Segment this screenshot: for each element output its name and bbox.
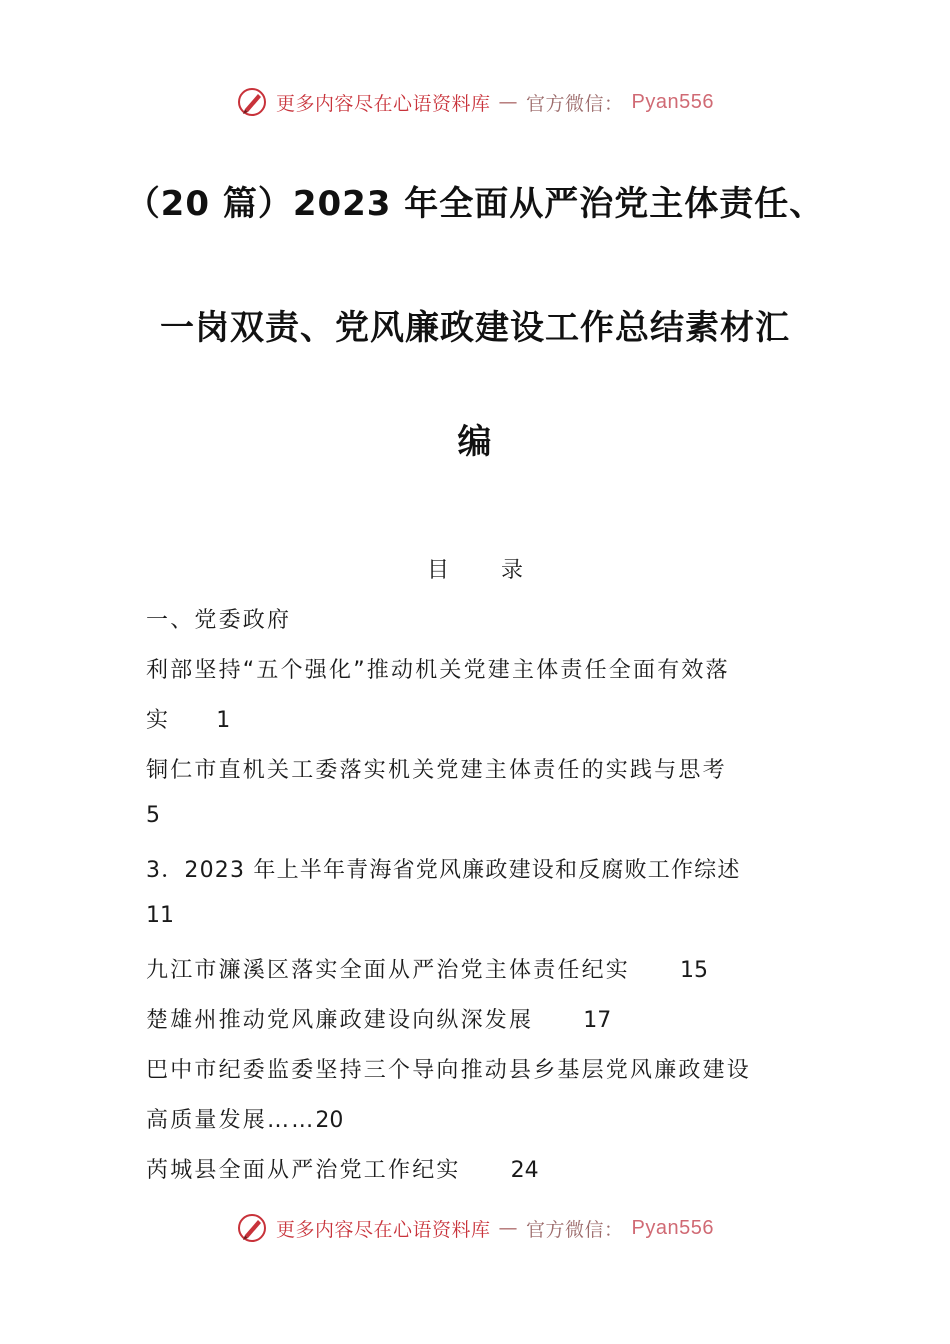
watermark-sub-text: 官方微信： bbox=[526, 1218, 624, 1241]
toc-entry-1-page: 1 bbox=[216, 708, 231, 733]
toc-entry-3-title[interactable]: 3．2023 年上半年青海省党风廉政建设和反腐败工作综述 bbox=[146, 858, 741, 883]
toc-entry-5-page: 17 bbox=[583, 1008, 612, 1033]
toc-entry-4[interactable] bbox=[146, 953, 708, 984]
watermark-wechat-id: Pyan556 bbox=[631, 1216, 714, 1239]
toc-entry-1-cont[interactable] bbox=[146, 703, 230, 734]
toc-entry-5-title: 楚雄州推动党风廉政建设向纵深发展 bbox=[146, 1008, 534, 1033]
toc-entry-6-title-cont: 高质量发展…… bbox=[146, 1108, 316, 1133]
toc-entry-2-page: 5 bbox=[146, 803, 160, 828]
toc-entry-4-page: 15 bbox=[680, 958, 709, 983]
watermark-separator: — bbox=[498, 91, 519, 113]
document-title-line-1: （20 篇）2023 年全面从严治党主体责任、 bbox=[125, 184, 825, 224]
toc-section-heading: 一、党委政府 bbox=[146, 608, 292, 633]
watermark-separator: — bbox=[498, 1217, 519, 1239]
watermark-wechat-id: Pyan556 bbox=[631, 90, 714, 113]
toc-entry-7-page: 24 bbox=[510, 1158, 539, 1183]
toc-heading bbox=[0, 553, 950, 584]
toc-heading-char-1: 目 bbox=[426, 558, 449, 583]
toc-entry-3-page: 11 bbox=[146, 903, 174, 928]
toc-heading-char-2: 录 bbox=[501, 558, 524, 583]
toc-entry-5[interactable] bbox=[146, 1003, 611, 1034]
pen-circle-icon bbox=[236, 1212, 268, 1244]
toc-entry-7-title: 芮城县全面从严治党工作纪实 bbox=[146, 1158, 461, 1183]
toc-entry-6-title[interactable]: 巴中市纪委监委坚持三个导向推动县乡基层党风廉政建设 bbox=[146, 1058, 752, 1083]
toc-entry-2-title[interactable]: 铜仁市直机关工委落实机关党建主体责任的实践与思考 bbox=[146, 758, 727, 783]
toc-entry-1-title-cont: 实 bbox=[146, 708, 171, 733]
toc-entry-6-cont[interactable] bbox=[146, 1103, 343, 1134]
watermark-bottom bbox=[0, 1212, 950, 1244]
watermark-main-text: 更多内容尽在心语资料库 bbox=[276, 1218, 491, 1241]
toc-entry-7[interactable] bbox=[146, 1153, 539, 1184]
toc-entry-1-title[interactable]: 利部坚持“五个强化”推动机关党建主体责任全面有效落 bbox=[146, 658, 730, 683]
watermark-sub-text: 官方微信： bbox=[526, 92, 624, 115]
document-title-line-2: 一岗双责、党风廉政建设工作总结素材汇 bbox=[160, 308, 790, 348]
toc-entry-4-title: 九江市濂溪区落实全面从严治党主体责任纪实 bbox=[146, 958, 631, 983]
pen-circle-icon bbox=[236, 86, 268, 118]
watermark-top bbox=[0, 86, 950, 118]
toc-entry-6-page: 20 bbox=[315, 1108, 344, 1133]
document-title-line-3: 编 bbox=[457, 422, 493, 462]
watermark-main-text: 更多内容尽在心语资料库 bbox=[276, 92, 491, 115]
